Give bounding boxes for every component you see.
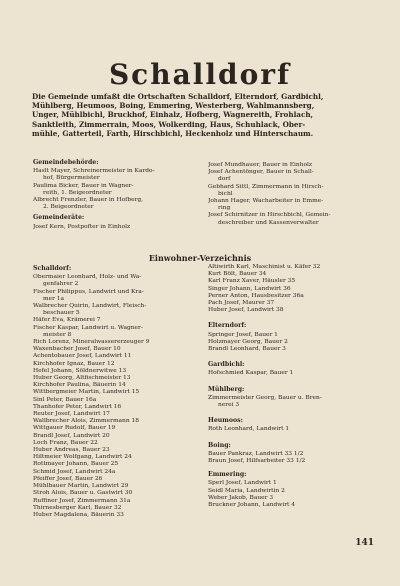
- muehlberg-heading: Mühlberg:: [208, 385, 245, 393]
- gemeinderat-heading: Gemeinderäte:: [33, 214, 85, 222]
- resident-line: Pfeiffer Josef, Bauer 26: [33, 475, 103, 482]
- resident-line: Schmid Josef, Landwirt 24a: [33, 468, 116, 475]
- resident-line: Thirnesberger Karl, Bauer 32: [33, 504, 122, 511]
- resident-line: Hefel Johann, Söldnerwitwe 13: [33, 367, 127, 374]
- resident-line: Hiltmeier Wolfgang, Landwirt 24: [33, 454, 132, 461]
- resident-line: Fischer Philippus, Landwirt und Kra-: [33, 288, 144, 295]
- resident-line: Achentobauer Josef, Landwirt 11: [33, 353, 132, 360]
- page-title: Schalldorf: [108, 58, 292, 91]
- resident-line: Häfer Eva, Krämerei 7: [33, 317, 101, 324]
- schalldorf-continued-list: [208, 264, 373, 314]
- gemeinde-line: 2. Beigeordneter: [43, 204, 94, 211]
- resident-line: Rottmayer Johann, Bauer 25: [33, 461, 119, 468]
- heumoos-list: [208, 426, 373, 433]
- einwohner-heading: Einwohner-Verzeichnis: [148, 253, 252, 263]
- resident-line: Rich Lorenz, Mineralwassererzeuger 9: [33, 339, 150, 346]
- elterndorf-list: [208, 332, 373, 354]
- emmering-list: [208, 480, 373, 509]
- resident-line: Zimmermeister Georg, Bauer u. Bren-: [208, 394, 322, 401]
- schalldorf-heading: Schalldorf:: [33, 265, 72, 272]
- gemeinde-section: [33, 156, 191, 231]
- resident-line: Huber Josef, Landwirt 38: [208, 307, 284, 314]
- resident-line: Waxenbacher Josef, Bauer 10: [33, 346, 121, 353]
- resident-line: Reuter Josef, Landwirt 17: [33, 411, 110, 418]
- resident-line: meister 8: [43, 331, 72, 338]
- gemeinde-heading: Gemeindebehörde:: [33, 159, 99, 166]
- resident-line: Sperl Josef, Landwirt 1: [208, 480, 277, 487]
- resident-line: genfahrer 2: [43, 281, 79, 288]
- intro-line: Sanktleith, Zimmerrain, Moos, Wolkerding, Haus, Schuhlack, Ober-: [32, 119, 306, 129]
- resident-line: mer 1a: [43, 295, 65, 302]
- rat-line: deschreiber und Kassenverwalter: [218, 219, 319, 226]
- rat-line: Josef Mundhauer, Bauer in Einholz: [208, 162, 313, 168]
- gemeinderat-list-right: [208, 162, 373, 227]
- rat-line: bichl: [218, 190, 233, 197]
- gardbichl-list: [208, 370, 373, 377]
- intro-paragraph: [32, 92, 372, 138]
- elterndorf-heading: Elterndorf:: [208, 322, 247, 330]
- resident-line: Kirchhofer Ignaz, Bauer 12: [33, 360, 115, 367]
- resident-line: Braun Josef, Hilfsarbeiter 33 1/2: [208, 458, 306, 465]
- resident-line: Kirchhofer Paulina, Bäuerin 14: [33, 382, 126, 389]
- page-number: 141: [355, 538, 374, 548]
- intro-line: mühle, Gatterteil, Farth, Hirschbichl, Heckenholz und Hinterschaum.: [32, 128, 314, 138]
- emmering-heading: Emmering:: [208, 471, 247, 479]
- rat-line: Josef Achentönger, Bauer in Schall-: [208, 169, 314, 176]
- resident-line: Karl Franz Xaver, Häusler 35: [208, 278, 296, 285]
- gemeinde-line: hof, Bürgermeister: [43, 175, 100, 182]
- resident-line: Fischer Kaspar, Landwirt u. Wagner-: [33, 324, 143, 331]
- intro-line: Die Gemeinde umfaßt die Ortschaften Schalldorf, Elterndorf, Gardbichl,: [32, 92, 324, 101]
- resident-line: Obermaier Leonhard, Holz- und Wa-: [33, 274, 142, 281]
- schalldorf-section: [33, 262, 191, 519]
- resident-line: Thanhofer Peter, Landwirt 16: [33, 403, 122, 410]
- resident-line: Ruffiner Josef, Zimmermann 31a: [33, 497, 131, 504]
- resident-line: Brandl Josef, Landwirt 20: [33, 432, 110, 439]
- muehlberg-list: [208, 395, 373, 409]
- gardbichl-heading: Gardbichl:: [208, 361, 245, 369]
- resident-line: beschauer 5: [43, 310, 80, 317]
- resident-line: Sinl Peter, Bauer 16a: [33, 396, 97, 403]
- resident-line: Pach Josef, Maurer 37: [208, 300, 275, 307]
- gemeinde-line: reith, 1. Beigeordneter: [43, 189, 112, 196]
- resident-line: Wallbrecher Alois, Zimmermann 18: [33, 418, 140, 425]
- resident-line: Seidl Maria, Landwirtin 2: [208, 487, 285, 494]
- intro-line: Mühlberg, Heumoos, Boing, Emmering, Westerberg, Wahlmannsberg,: [32, 101, 315, 111]
- resident-line: Bauer Pankraz, Landwirt 33 1/2: [208, 450, 304, 457]
- rat-line: ring: [218, 205, 231, 212]
- resident-line: Hofschmied Kaspar, Bauer 1: [208, 370, 294, 377]
- resident-line: Springer Josef, Bauer 1: [208, 331, 278, 338]
- rat-line: Gebhard Sittl, Zimmermann in Hirsch-: [208, 183, 324, 190]
- heumoos-heading: Heumoos:: [208, 417, 243, 425]
- gemeinde-line: Paulima Bicker, Bauer in Wagner-: [33, 182, 134, 189]
- resident-line: Huber Magdalena, Bäuerin 33: [33, 511, 124, 518]
- right-list-section: [208, 264, 373, 509]
- gemeinde-line: Haslt Mayer, Schreinermeister in Kardo-: [33, 168, 155, 175]
- resident-line: Brandl Leonhard, Bauer 3: [208, 346, 286, 353]
- resident-line: Holzmayer Georg, Bauer 2: [208, 338, 288, 345]
- intro-line: Unger, Mühlbichl, Bruckhof, Einhalz, Hofberg, Wagnereith, Frohlach,: [32, 110, 314, 120]
- gemeinderat-line: Josef Kern, Postpofter in Einholz: [33, 223, 131, 230]
- gemeinde-line: Albrecht Frenzler, Bauer in Hofberg,: [33, 197, 144, 204]
- resident-line: Walbrecher Quirin, Landwirt, Fleisch-: [33, 303, 147, 310]
- rat-line: dorf: [218, 176, 231, 183]
- resident-line: Bruckner Johann, Landwirt 4: [208, 502, 296, 509]
- boing-list: [208, 451, 373, 465]
- resident-line: Kurt Bölt, Bauer 34: [208, 271, 267, 278]
- resident-line: Perner Anton, Hausbesitzer 36a: [208, 292, 304, 299]
- boing-heading: Boing:: [208, 441, 231, 449]
- resident-line: Wittgauer Rudolf, Bauer 19: [33, 425, 116, 432]
- rat-line: Josef Schirnitzer in Hirschbichl, Gemein-: [208, 212, 331, 219]
- resident-line: Stroh Alois, Bauer u. Gastwirt 30: [33, 490, 133, 497]
- resident-line: Wittbergmeier Martin, Landwirt 15: [33, 389, 140, 396]
- resident-line: Roth Leonhard, Landwirt 1: [208, 426, 290, 433]
- schalldorf-list: [33, 274, 191, 519]
- resident-line: Altiwirth Karl, Maschinist u. Käfer 32: [208, 264, 321, 270]
- rat-line: Johann Hager, Wacharbeiter in Emme-: [208, 198, 324, 205]
- resident-line: Singer Johann, Landwirt 36: [208, 285, 291, 292]
- resident-line: Huber Andreas, Bauer 23: [33, 447, 110, 454]
- resident-line: Loch Franz, Bauer 22: [33, 439, 98, 446]
- resident-line: Weber Jakob, Bauer 3: [208, 494, 274, 501]
- resident-line: nerei 3: [218, 402, 240, 409]
- resident-line: Mühlbauer Martin, Landwirt 29: [33, 483, 129, 490]
- resident-line: Huber Georg, Altfischmeister 13: [33, 375, 131, 382]
